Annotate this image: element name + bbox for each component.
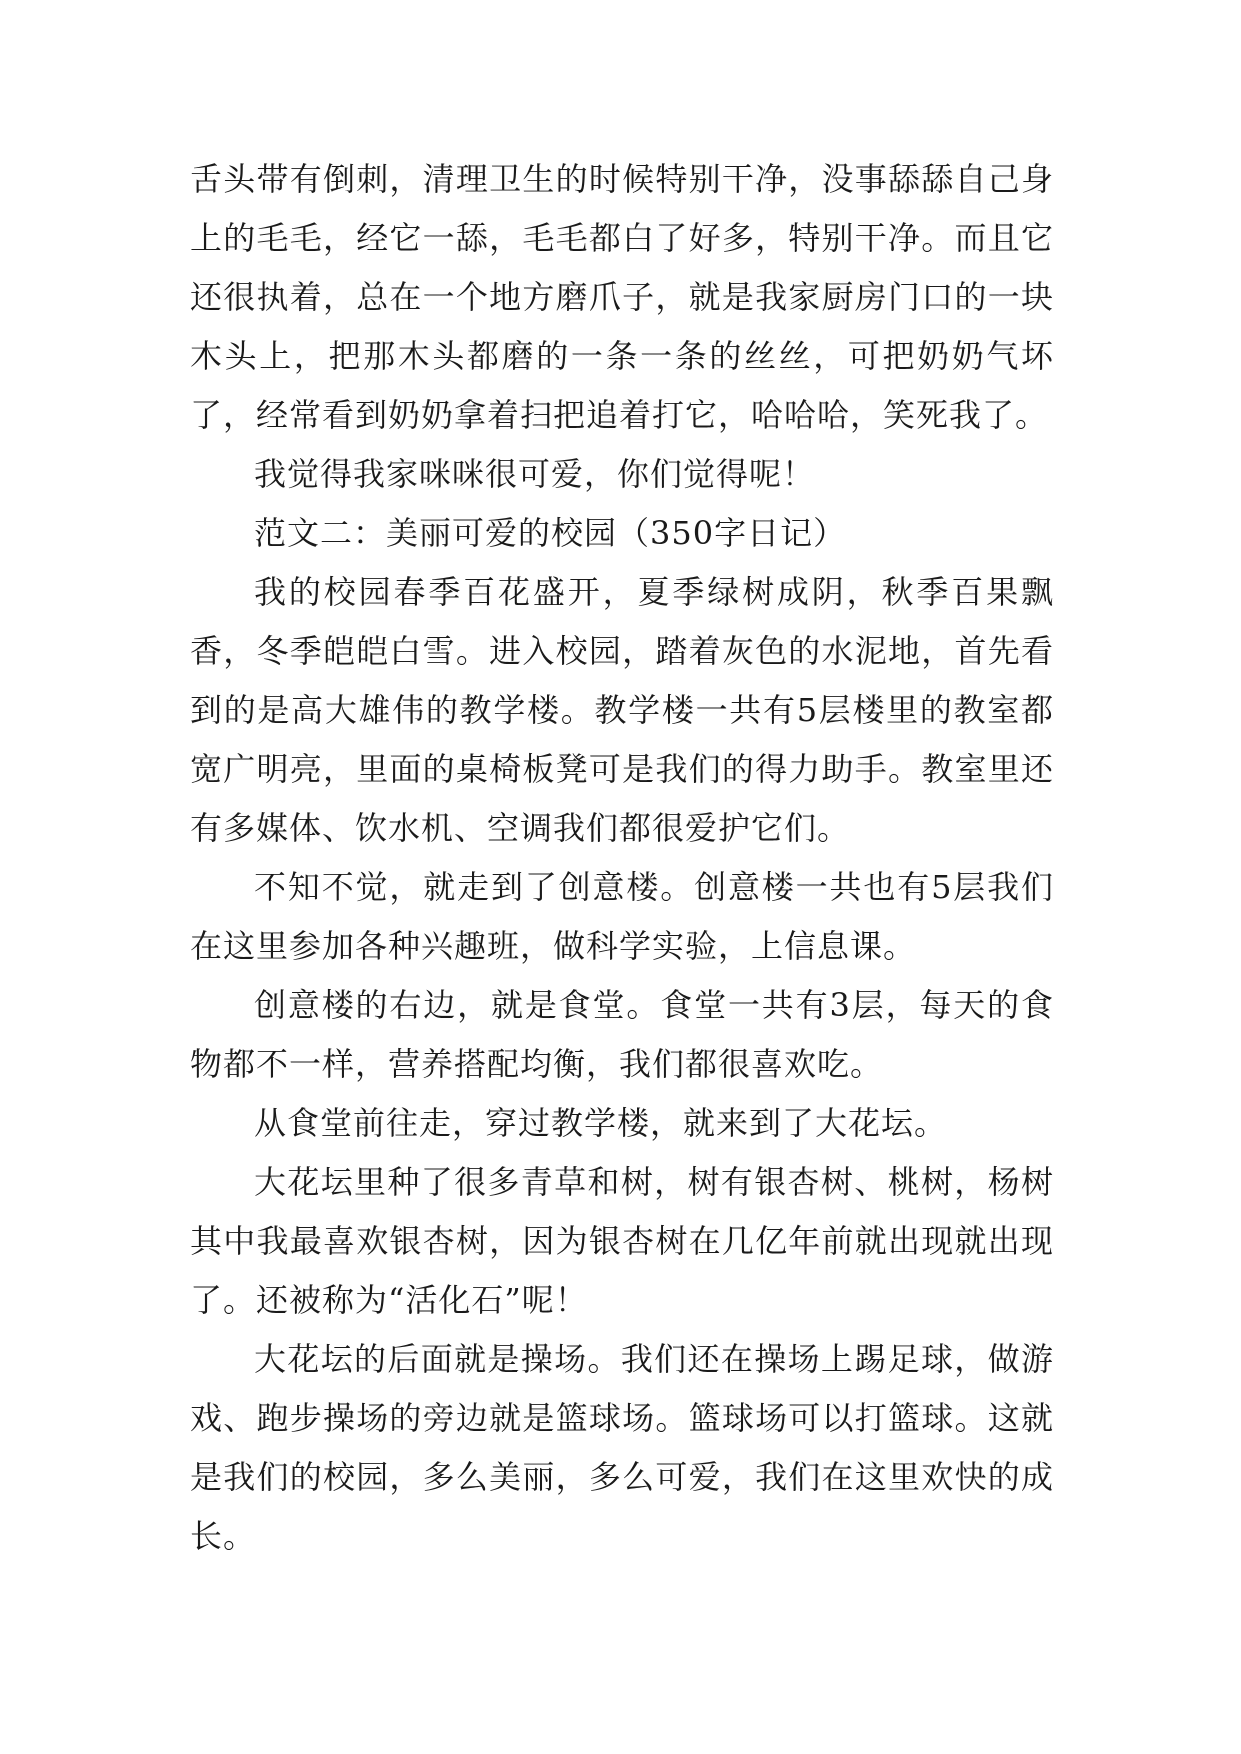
paragraph-flowerbed-trees: 大花坛里种了很多青草和树，树有银杏树、桃树，杨树其中我最喜欢银杏树，因为银杏树在几亿年前就出现就出现了。还被称为“活化石”呢！ <box>190 1163 1054 1319</box>
paragraph-campus-seasons: 我的校园春季百花盛开，夏季绿树成阴，秋季百果飘香，冬季皑皑白雪。进入校园，踏着灰色的水泥地，首先看到的是高大雄伟的教学楼。教学楼一共有5层楼里的教室都宽广明亮，里面的桌椅板凳可是我们的得力助手。教室里还有多媒体、饮水机、空调我们都很爱护它们。 <box>190 573 1054 847</box>
paragraph-creative-building: 不知不觉，就走到了创意楼。创意楼一共也有5层我们在这里参加各种兴趣班，做科学实验，上信息课。 <box>190 868 1054 965</box>
paragraph-to-flowerbed: 从食堂前往走，穿过教学楼，就来到了大花坛。 <box>254 1104 948 1142</box>
paragraph-cat-cleaning: 舌头带有倒刺，清理卫生的时候特别干净，没事舔舔自己身上的毛毛，经它一舔，毛毛都白了好多，特别干净。而且它还很执着，总在一个地方磨爪子，就是我家厨房门口的一块木头上，把那木头都磨的一条一条的丝丝，可把奶奶气坏了，经常看到奶奶拿着扫把追着打它，哈哈哈，笑死我了。 <box>190 160 1054 434</box>
paragraph-playground: 大花坛的后面就是操场。我们还在操场上踢足球，做游戏、跑步操场的旁边就是篮球场。篮球场可以打篮球。这就是我们的校园，多么美丽，多么可爱，我们在这里欢快的成长。 <box>190 1340 1054 1555</box>
document-body <box>190 150 1054 1566</box>
paragraph-cat-cute: 我觉得我家咪咪很可爱，你们觉得呢！ <box>254 455 816 493</box>
sample-essay-heading: 范文二：美丽可爱的校园（350字日记） <box>254 514 847 552</box>
paragraph-canteen: 创意楼的右边，就是食堂。食堂一共有3层，每天的食物都不一样，营养搭配均衡，我们都很喜欢吃。 <box>190 986 1054 1083</box>
